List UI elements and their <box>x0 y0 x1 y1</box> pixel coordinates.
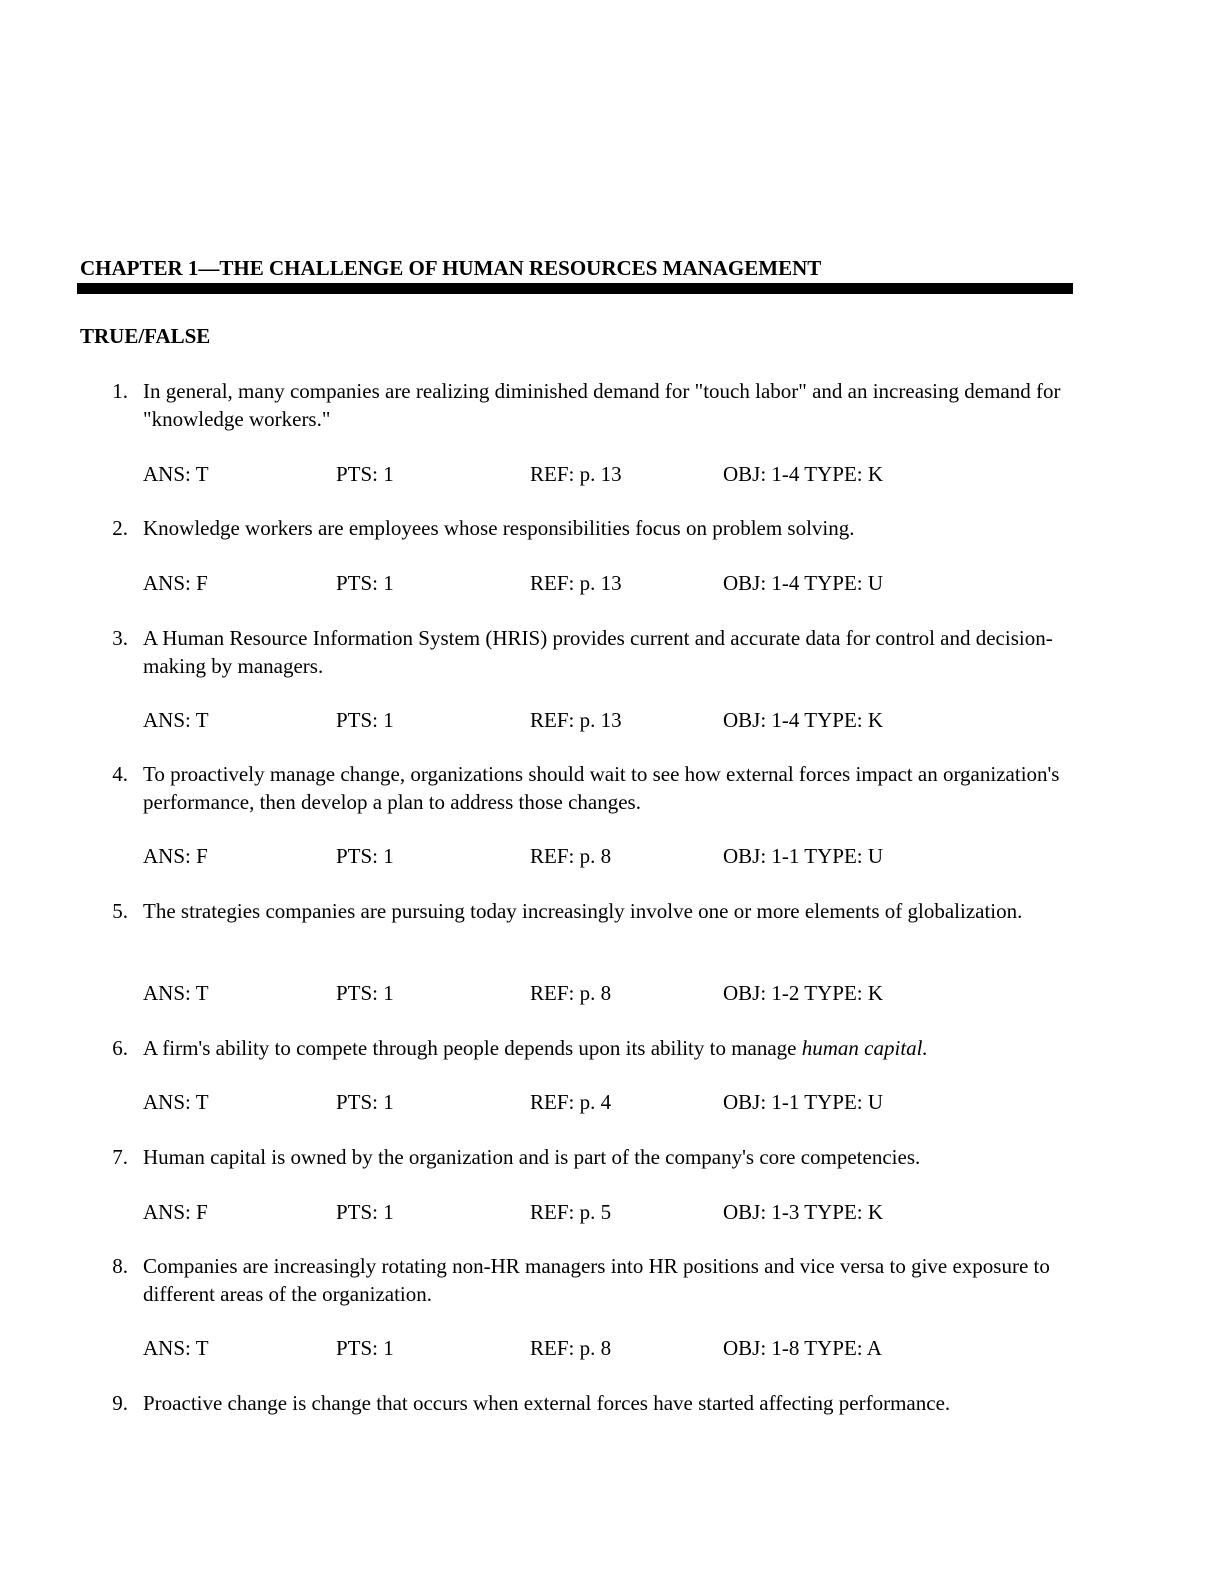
question-text-italic: human capital. <box>801 1036 928 1060</box>
question-text: A Human Resource Information System (HRIS) provides current and accurate data for control and decision-making by managers. <box>143 626 1053 678</box>
points: PTS: 1 <box>336 571 394 595</box>
question-text: Proactive change is change that occurs when external forces have started affecting performance. <box>143 1391 951 1415</box>
answer: ANS: T <box>143 1336 209 1360</box>
points: PTS: 1 <box>336 708 394 732</box>
question-text: Companies are increasingly rotating non-HR managers into HR positions and vice versa to give exposure to different areas of the organization. <box>143 1254 1050 1306</box>
question-text: Human capital is owned by the organization and is part of the company's core competencies. <box>143 1145 921 1169</box>
question-text-plain: A firm's ability to compete through people depends upon its ability to manage <box>143 1036 797 1060</box>
answer: ANS: F <box>143 844 208 868</box>
points: PTS: 1 <box>336 462 394 486</box>
objective-type: OBJ: 1-2 TYPE: K <box>723 981 884 1005</box>
reference: REF: p. 8 <box>530 1336 612 1360</box>
reference: REF: p. 13 <box>530 571 622 595</box>
reference: REF: p. 4 <box>530 1090 612 1114</box>
answer: ANS: T <box>143 981 209 1005</box>
points: PTS: 1 <box>336 1336 394 1360</box>
objective-type: OBJ: 1-1 TYPE: U <box>723 844 884 868</box>
question-number: 6. <box>112 1036 128 1060</box>
question-text: In general, many companies are realizing diminished demand for "touch labor" and an increasing demand for "knowledge workers." <box>143 379 1061 431</box>
reference: REF: p. 8 <box>530 981 612 1005</box>
question-number: 3. <box>112 626 128 650</box>
reference: REF: p. 8 <box>530 844 612 868</box>
answer: ANS: T <box>143 708 209 732</box>
chapter-title: CHAPTER 1—THE CHALLENGE OF HUMAN RESOURCES MANAGEMENT <box>80 256 822 280</box>
answer: ANS: T <box>143 462 209 486</box>
objective-type: OBJ: 1-4 TYPE: U <box>723 571 884 595</box>
question-text: To proactively manage change, organizations should wait to see how external forces impact an organization's performance, then develop a plan to address those changes. <box>143 762 1060 814</box>
question-number: 8. <box>112 1254 128 1278</box>
points: PTS: 1 <box>336 1090 394 1114</box>
question-number: 5. <box>112 899 128 923</box>
question-number: 1. <box>112 379 128 403</box>
question-number: 2. <box>112 516 128 540</box>
points: PTS: 1 <box>336 1200 394 1224</box>
points: PTS: 1 <box>336 844 394 868</box>
reference: REF: p. 13 <box>530 462 622 486</box>
question-text: The strategies companies are pursuing today increasingly involve one or more elements of globalization. <box>143 899 1023 923</box>
points: PTS: 1 <box>336 981 394 1005</box>
objective-type: OBJ: 1-8 TYPE: A <box>723 1336 882 1360</box>
objective-type: OBJ: 1-1 TYPE: U <box>723 1090 884 1114</box>
question-text <box>143 1034 1073 1062</box>
question-number: 4. <box>112 762 128 786</box>
objective-type: OBJ: 1-3 TYPE: K <box>723 1200 884 1224</box>
objective-type: OBJ: 1-4 TYPE: K <box>723 708 884 732</box>
question-text: Knowledge workers are employees whose responsibilities focus on problem solving. <box>143 516 855 540</box>
question-number: 9. <box>112 1391 128 1415</box>
answer: ANS: F <box>143 571 208 595</box>
answer: ANS: F <box>143 1200 208 1224</box>
title-rule <box>77 283 1073 294</box>
reference: REF: p. 5 <box>530 1200 612 1224</box>
question-number: 7. <box>112 1145 128 1169</box>
answer: ANS: T <box>143 1090 209 1114</box>
reference: REF: p. 13 <box>530 708 622 732</box>
section-title: TRUE/FALSE <box>80 324 211 348</box>
objective-type: OBJ: 1-4 TYPE: K <box>723 462 884 486</box>
